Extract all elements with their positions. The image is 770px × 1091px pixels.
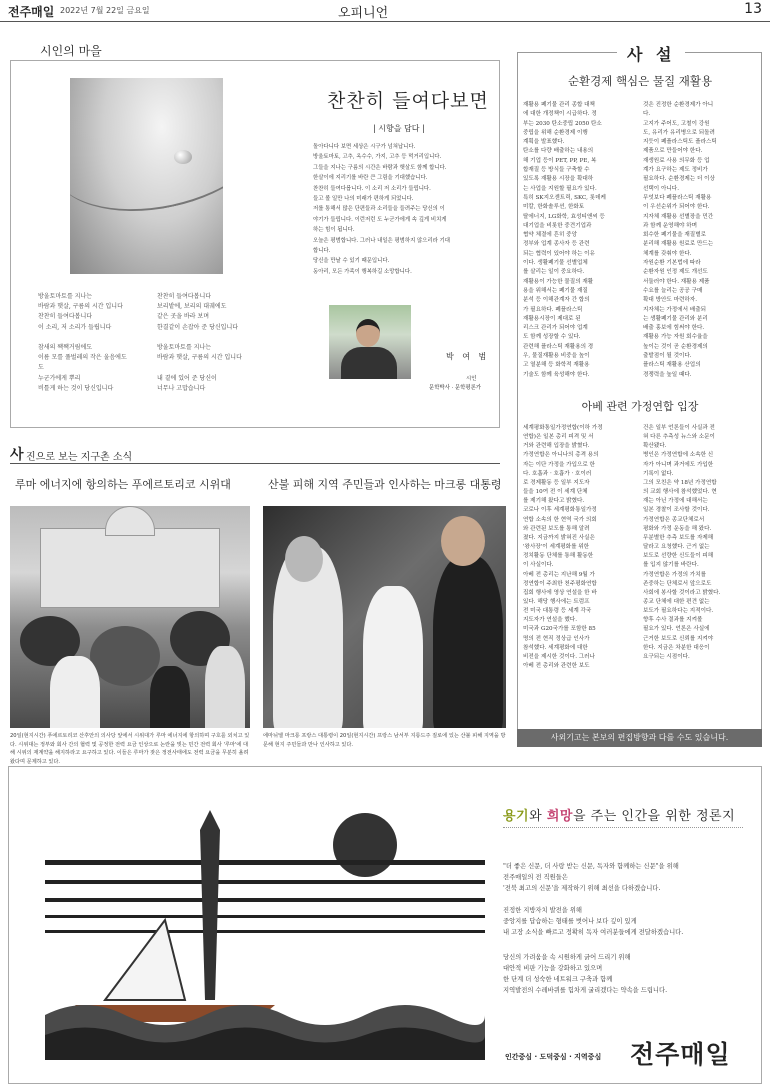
editorial-line: 기록이 없다. <box>643 470 674 477</box>
editorial-line: 협약 체결에 흔히 중앙 <box>523 232 577 239</box>
editorial-line: 무엇보다 폐플라스틱 재활용 <box>643 194 712 201</box>
editorial-line: 있도록 재활용 시장을 확대하 <box>523 176 594 183</box>
editorial-column <box>643 424 756 662</box>
verse-line: 방울토마토를 지나는 <box>38 293 93 300</box>
ad-illustration <box>45 800 485 1060</box>
editorial-line: 미국과 G20국가를 포함한 85 <box>523 626 596 633</box>
editorial-line: 사회에 봉사할 것이라고 밝혔다. <box>643 589 721 596</box>
editorial-line: 비전을 제시한 것이다. 그러나 <box>523 653 595 660</box>
poem-essay <box>313 142 493 277</box>
essay-line: 하는 힘이 됩니다. <box>313 227 355 234</box>
verse-line: 이름 모를 풀벌레의 작은 울음에도 <box>38 354 127 362</box>
editorial-line: 재는 아닌 가정에 대해서는 <box>643 498 708 505</box>
ad-slogan: 인간중심 · 도덕중심 · 지역중심 <box>505 1053 602 1061</box>
editorial-line: 되는 협력이 있어야 하는 이유 <box>523 250 595 257</box>
verse-line <box>157 363 277 373</box>
verse-line <box>157 333 277 343</box>
editorial-line: 혀 다른 추측성 뉴스와 소문이 <box>643 434 715 441</box>
editorial-line: 집회 행사에 영상 연설을 한 바 <box>523 589 597 596</box>
editorial-column <box>523 101 634 380</box>
ad-line: 진정한 지방자치 발전을 위해 <box>503 907 582 914</box>
leaf-shape <box>70 78 223 230</box>
verse-line: 내 곁에 있어 준 당신이 <box>157 374 217 382</box>
editorial-line: 보도로 선량한 신도들이 피해 <box>643 553 714 560</box>
editorial-line: 경쟁력을 높일 때다. <box>643 371 692 378</box>
editorial-line: 있다. 해당 행사에는 트럼프 <box>523 598 590 605</box>
editorial-line: '왕사장'이 세계평화를 위한 <box>523 544 590 551</box>
editorial-line: 합재질 등 방식들 구축할 수 <box>523 167 590 174</box>
macron-greeting-photo <box>263 506 506 728</box>
photo-news-header-initial: 사 <box>10 447 24 463</box>
editorial-line: 중립을 위해 순환경제 이행 <box>523 129 588 136</box>
verse-line <box>38 333 154 343</box>
ad-line: '전북 최고의 신문'을 제작하기 위해 최선을 다하겠습니다. <box>503 885 661 892</box>
editorial-line: 확대 방안도 마련하자. <box>643 297 697 304</box>
editorial-line: 로 경제활동 등 일부 지도자 <box>523 479 590 486</box>
ad-headline <box>503 805 735 824</box>
paper-name: 전주매일 <box>8 5 55 19</box>
editorial-line: 수요를 늘리는 공공 구매 <box>643 287 703 294</box>
essay-line: 돌아다니다 보면 세상은 시구가 넘쳐납니다. <box>313 144 416 150</box>
editorial-line: 필요하다. 순환경제는 더 이상 <box>643 176 715 183</box>
editorial-line: 한다. 지금은 차분한 대응이 <box>643 644 710 651</box>
editorial-line: 분석 등 이해관계자 간 합의 <box>523 297 590 304</box>
resident <box>363 586 423 728</box>
issue-date: 2022년 7월 22일 금요일 <box>60 6 150 15</box>
poet-photo <box>329 305 411 379</box>
ad-line: 한 단계 더 성숙한 네트워크 구축과 함께 <box>503 976 613 983</box>
editorial-line: 기술도 함께 육성해야 한다. <box>523 371 590 378</box>
editorial-line: 다. 호흡과 · 호흡가 · 호이러 <box>523 470 592 477</box>
editorial-line: 졌다. 지금까지 밝혀진 사실은 <box>523 534 595 541</box>
editorial-line: 와 관련된 보도를 통해 알려 <box>523 525 590 532</box>
ad-paragraph <box>503 952 667 996</box>
poem-subtitle: | 시향을 담다 | <box>373 124 425 133</box>
editorial-line: 이다. 생활폐기물 선별업체 <box>523 260 588 267</box>
wave-icon <box>45 1028 485 1061</box>
protester <box>205 646 245 728</box>
editorial-line: 존중하는 단체로서 앞으로도 <box>643 580 712 587</box>
ad-headline-text: 을 주는 인간을 위한 정론지 <box>572 809 736 824</box>
essay-line: 방울토마토, 고추, 옥수수, 가지, 고추 등 먹거리입니다. <box>313 154 442 161</box>
pen-nib-icon <box>200 810 220 1000</box>
essay-line: 동아리, 모든 가족이 행복하길 소망합니다. <box>313 268 412 275</box>
editorial-line: 다. <box>643 111 651 118</box>
editorial-line: 의 교회 행사에 참석했었다. 현 <box>643 489 717 496</box>
essay-line: 찬찬히 들여다봅니다. 이 소리 저 소리가 들립니다. <box>313 185 431 192</box>
ad-line: 당신의 가려움을 속 시원하게 긁어 드리기 위해 <box>503 954 631 961</box>
photo-title: 루마 에너지에 항의하는 푸에르토리코 시위대 <box>15 478 231 491</box>
verse-line: 찬찬히 들여다봅니다 <box>157 293 212 300</box>
editorial-line: 필요가 있다. 언론은 사실에 <box>643 626 710 633</box>
ad-stripe <box>45 930 485 933</box>
essay-line: 들고 볼 일만 나의 미래가 편하게 되었니다. <box>313 196 414 203</box>
verse-line: 이 소리, 저 소리가 들립니다 <box>38 323 112 331</box>
ad-stripe <box>45 915 485 918</box>
editorial-line: 고지가 주어도, 고철이 강원 <box>643 120 710 127</box>
photo-caption: 20일(현지시간) 푸에르토리코 산후안의 의사당 앞에서 시위대가 루마 에너지에 항의하며 구호를 외치고 있다. 시위대는 정부와 회사 간의 협력 및 공정한 전력 요금 인상으로 논란을 빚는 민간 전력 회사 '루마'에 대해 시위의 재계약을 해지하라고 요구하고 있다. 이들은 루마가 잦은 정전사태에도 전력 요금을 무분히 올려왔다며 문제하고 있다. <box>10 733 250 765</box>
resident-head <box>441 516 485 566</box>
editorial-line: 근거한 보도로 신뢰를 지켜야 <box>643 635 714 642</box>
editorial-line: 과 함께 운영해야 하며 <box>643 222 697 229</box>
editorial-line: 건은 일부 언론들이 사실과 전 <box>643 425 715 431</box>
photo-caption: 에마뉘엘 마크롱 프랑스 대통령이 20일(현지시간) 프랑스 남서부 지롱드주 질로에 있는 산불 피해 지역을 방문해 현지 주민들과 만나 인사하고 있다. <box>263 733 506 748</box>
protester <box>150 666 190 728</box>
editorial-line: 거와 관련해 입장을 밝혔다. <box>523 443 590 450</box>
editorial-line: 고 열분해 등 화학적 재활용 <box>523 362 590 369</box>
verse-line: 같은 곳을 바라 보며 <box>157 313 210 321</box>
poem-title: 찬찬히 들여다보면 <box>327 90 489 112</box>
ad-line: 지역발전의 수레바퀴를 힘차게 굴리겠다는 약속을 드립니다. <box>503 987 668 994</box>
verse-line: 찬찬히 들여다봅니다 <box>38 313 93 321</box>
editorial-line: 코로나 이후 세계평화통일가정 <box>523 507 597 514</box>
essay-line: 저를 통해서 많은 단편들과 소리들을 들려주는 당신의 이 <box>313 206 445 213</box>
editorial-line: 는 사업을 지원할 필요가 있다. <box>523 185 597 192</box>
verse-line: 방울토마토를 지나는 <box>157 344 212 352</box>
editorial-line: 세계평화통일가정연합(이하 가정 <box>523 425 603 431</box>
ad-headline-courage: 용기 <box>503 809 530 824</box>
ad-stripe <box>45 880 485 884</box>
editorial-line: 전 미국 대통령 등 세계 각국 <box>523 608 592 615</box>
contribution-disclaimer: 사외기고는 본보의 편집방향과 다를 수도 있습니다. <box>517 729 762 747</box>
editorial-line: 계가 요구하는 제도 정비가 <box>643 167 708 174</box>
editorial-line: 재생원료 사용 의무화 등 업 <box>643 157 710 164</box>
editorial-line: 계획을 발표했다. <box>523 139 565 146</box>
editorial-line: 도, 유리가 유리병으로 되돌려 <box>643 129 715 136</box>
masthead <box>0 0 770 22</box>
macron-head <box>285 536 323 582</box>
editorial-line: 를 입지 않기를 바란다. <box>643 562 699 569</box>
editorial-line: 가정연합은 가정의 가치를 <box>643 571 706 578</box>
capitol-dome <box>105 506 155 536</box>
editorial-line: 이 사실이다. <box>523 562 554 569</box>
editorial-line: 부는 2030 탄소중립 2050 탄소 <box>523 120 602 127</box>
crowd <box>90 626 160 686</box>
editorial-line: 를 제기해 왔다고 밝혔다. <box>523 498 585 505</box>
essay-line: 그들을 지나는 구름의 시간은 바람과 햇살도 함께 합니다. <box>313 164 447 171</box>
editorial-line: 서둘러야 한다. 재활용 제품 <box>643 278 710 285</box>
editorial-line: 자는 이단 가정을 가입으로 한 <box>523 461 595 468</box>
editorial-column <box>523 424 634 671</box>
poem-photo <box>70 78 223 274</box>
editorial-line: 연합)은 일본 총리 피격 및 서 <box>523 434 594 441</box>
editorial-line: 것은 진정한 순환경제가 아니 <box>643 102 714 108</box>
editorial-line: 그의 모친은 약 18년 가정연합 <box>643 479 717 486</box>
editorial-line: 재활용시장이 제대로 된 <box>523 315 581 322</box>
protester <box>50 656 100 728</box>
editorial-line: 요구되는 시점이다. <box>643 653 690 660</box>
editorial-line: 확산됐다. <box>643 443 667 450</box>
editorial-line: 체계를 갖춰야 한다. <box>643 250 692 257</box>
editorial-line: 관련해 플라스틱 재활용의 경 <box>523 343 594 350</box>
ad-line: 내 고장 소식을 빠르고 정확히 독자 여러분들에게 전달하겠습니다. <box>503 929 684 936</box>
editorial-label: 사 설 <box>617 42 685 65</box>
essay-line: 당신을 만날 수 있기 때문입니다. <box>313 258 390 265</box>
editorial-line: 배출 홍보에 힘써야 한다. <box>643 325 705 332</box>
editorial-line: 참석했다. 세계평화에 대한 <box>523 644 588 651</box>
ad-stripe <box>45 898 485 902</box>
editorial-line: 는 생활폐기물 관리와 분리 <box>643 315 708 322</box>
poem-verse-right <box>157 292 277 394</box>
editorial-line: 탈에너지, LG화학, 효성티앤씨 등 <box>523 213 605 220</box>
editorial-line: 정연합이 주최한 천주평화연합 <box>523 580 597 587</box>
poem-corner-title: 시인의 마을 <box>40 44 102 58</box>
editorial-line: 종교 단체에 대한 편견 없는 <box>643 598 710 605</box>
section-name: 오피니언 <box>338 6 389 21</box>
editorial-line: 정부와 업계 종사자 등 관련 <box>523 241 590 248</box>
essay-line: 한살이에 지리기를 바란 큰 그림을 기대했습니다. <box>313 175 428 182</box>
editorial-line: 가 필요하다. 폐플라스틱 <box>523 306 583 313</box>
poet-name: 박 여 범 <box>446 352 490 361</box>
editorial-line: 지자체는 가정에서 배출되 <box>643 306 706 313</box>
editorial-line: 이 우선순위가 되어야 한다. <box>643 204 710 211</box>
editorial-line: 명의 전 현직 정상급 인사가 <box>523 635 590 642</box>
editorial-line: 특히 SK지오센트릭, SKC, 롯데케 <box>523 194 606 201</box>
capitol-building <box>40 528 220 608</box>
page-number: 13 <box>744 1 762 17</box>
sun-icon <box>333 813 397 877</box>
photo-news-header <box>10 444 500 464</box>
editorial-title: 순환경제 핵심은 물질 재활용 <box>567 74 713 88</box>
editorial-line: 대기업을 비롯한 중견기업과 <box>523 222 592 229</box>
poet-credentials: 문학박사 · 문학평론가 <box>429 385 482 391</box>
editorial-line: 회수한 폐기물을 재질별로 <box>643 232 706 239</box>
photo-title: 산불 피해 지역 주민들과 인사하는 마크롱 대통령 <box>268 478 502 491</box>
ad-line: 중앙지를 답습하는 형태를 벗어나 보다 깊이 있게 <box>503 918 637 925</box>
editorial-line: 병인은 가정연합에 소속한 신 <box>643 452 714 459</box>
verse-line: 비틀게 하는 것이 당신입니다 <box>38 384 114 392</box>
water-drop <box>174 150 192 164</box>
editorial-title: 아베 관련 가정연합 입장 <box>581 400 699 413</box>
editorial-line: 향후 수사 결과를 지켜볼 <box>643 617 703 624</box>
editorial-line: 지자체 재활용 선별장을 민간 <box>643 213 714 220</box>
resident <box>433 556 503 728</box>
ad-line: 전주매일의 전 직원들은 <box>503 874 568 881</box>
editorial-line: 달라고 요청했다. 근거 없는 <box>643 544 710 551</box>
essay-line: 야기가 들립니다. 이런저런 도 누군가에게 속 깊게 비치게 <box>313 216 447 223</box>
verse-line: 보리밭에, 보리의 대궤에도 <box>157 303 227 311</box>
verse-line: 도 <box>38 364 44 372</box>
ad-stripe <box>45 860 485 865</box>
editorial-line: 아베 전 총리와 관련한 보도 <box>523 663 590 670</box>
editorial-column <box>643 101 756 380</box>
editorial-line: 지듯이 폐플라스틱도 플라스틱 <box>643 139 717 146</box>
poet-body <box>341 347 397 379</box>
editorial-line: 보도가 필요하다는 지적이다. <box>643 608 714 615</box>
ad-line: "더 좋은 신문, 더 사랑 받는 신문, 독자와 함께하는 신문"을 위해 <box>503 863 679 870</box>
editorial-line: 일본 경찰이 조사할 것이다. <box>643 507 710 514</box>
editorial-line: 재활용 폐기물 관리 종합 대책 <box>523 102 595 108</box>
editorial-line: 지도자가 연설을 했다. <box>523 617 577 624</box>
editorial-line: 연합 소속의 한 현역 국가 의회 <box>523 516 597 523</box>
editorial-line: 미칼, 한화솔루션, 한화토 <box>523 204 585 211</box>
editorial-line: 순환자원 인정 제도 개선도 <box>643 269 708 276</box>
editorial-line: 재활용 가능 자원 회수율을 <box>643 334 708 341</box>
editorial-line: 선택이 아니다. <box>643 185 679 192</box>
photo-news-header-text: 진으로 보는 지구촌 소식 <box>26 452 133 463</box>
editorial-line: 제품으로 만들어야 한다. <box>643 148 703 155</box>
ad-headline-text: 와 <box>529 809 547 824</box>
poet-role: 시인 <box>466 376 477 382</box>
puerto-rico-protest-photo <box>10 506 250 728</box>
ad-paragraph <box>503 905 683 938</box>
editorial-line: 분리해 재활용 원료로 만드는 <box>643 241 714 248</box>
editorial-line: 자원순환 기본법에 따라 <box>643 260 701 267</box>
ad-line: 대안적 비판 기능을 강화하고 있으며 <box>503 965 603 972</box>
verse-line: 한결같이 손잡아 준 당신입니다 <box>157 323 239 331</box>
editorial-line: 가정연합은 아니나의 총격 용의 <box>523 452 599 459</box>
editorial-line: 해 기업 등이 PET, PP, PE, 복 <box>523 157 597 164</box>
verse-line: 너무나 고맙습니다 <box>157 384 206 392</box>
editorial-line: 아베 전 총리는 지난해 9월 가 <box>523 571 595 578</box>
editorial-line: 재활용이 가능한 물질의 재활 <box>523 278 594 285</box>
editorial-line: 자가 아니며 과거에도 가입한 <box>643 461 714 468</box>
essay-line: 오늘은 평범합니다. 그러나 내일은 평범하지 않으리라 기대 <box>313 237 450 244</box>
poem-verse-left <box>38 292 154 394</box>
verse-line: 누군가에게 뿌리 <box>38 374 81 382</box>
ad-headline-hope: 희망 <box>546 809 573 824</box>
editorial-line: 에 대한 개정책이 시급하다. 정 <box>523 111 597 118</box>
newspaper-logo: 전주매일 <box>630 1040 731 1069</box>
editorial-line: 무분별한 추측 보도를 자제해 <box>643 534 714 541</box>
editorial-line: 리스크 관리가 되어야 업계 <box>523 325 588 332</box>
editorial-line: 플라스틱 재활용 산업의 <box>643 362 701 369</box>
verse-line: 바람과 햇살, 구름의 시간 입니다 <box>38 303 123 311</box>
editorial-line: 들을 10여 전 이 세계 단체 <box>523 489 588 496</box>
editorial-line: 출발점이 될 것이다. <box>643 353 692 360</box>
ad-divider <box>503 827 743 828</box>
editorial-line: 높이는 것이 곧 순환경제의 <box>643 343 708 350</box>
editorial-line: 평화와 가정 운동을 해 왔다. <box>643 525 712 532</box>
poet-head <box>356 319 380 347</box>
editorial-line: 를 살리는 일이 중요하다. <box>523 269 585 276</box>
editorial-line: 정치활동 단체를 통해 활동한 <box>523 553 594 560</box>
essay-line: 합니다. <box>313 248 331 255</box>
editorial-line: 우, 물질재활용 비중을 높이 <box>523 353 590 360</box>
editorial-line: 용을 위해서는 폐기물 재질 <box>523 287 588 294</box>
editorial-line: 가정연합은 종교단체로서 <box>643 516 705 523</box>
verse-line: 바람과 햇살, 구름의 시간 입니다 <box>157 354 242 362</box>
editorial-line: 탄소를 다량 배출하는 내용의 <box>523 148 594 155</box>
verse-line: 참새의 짹짹거림에도 <box>38 344 93 352</box>
ad-paragraph <box>503 861 679 894</box>
editorial-line: 도 함께 성장할 수 있다. <box>523 334 581 341</box>
